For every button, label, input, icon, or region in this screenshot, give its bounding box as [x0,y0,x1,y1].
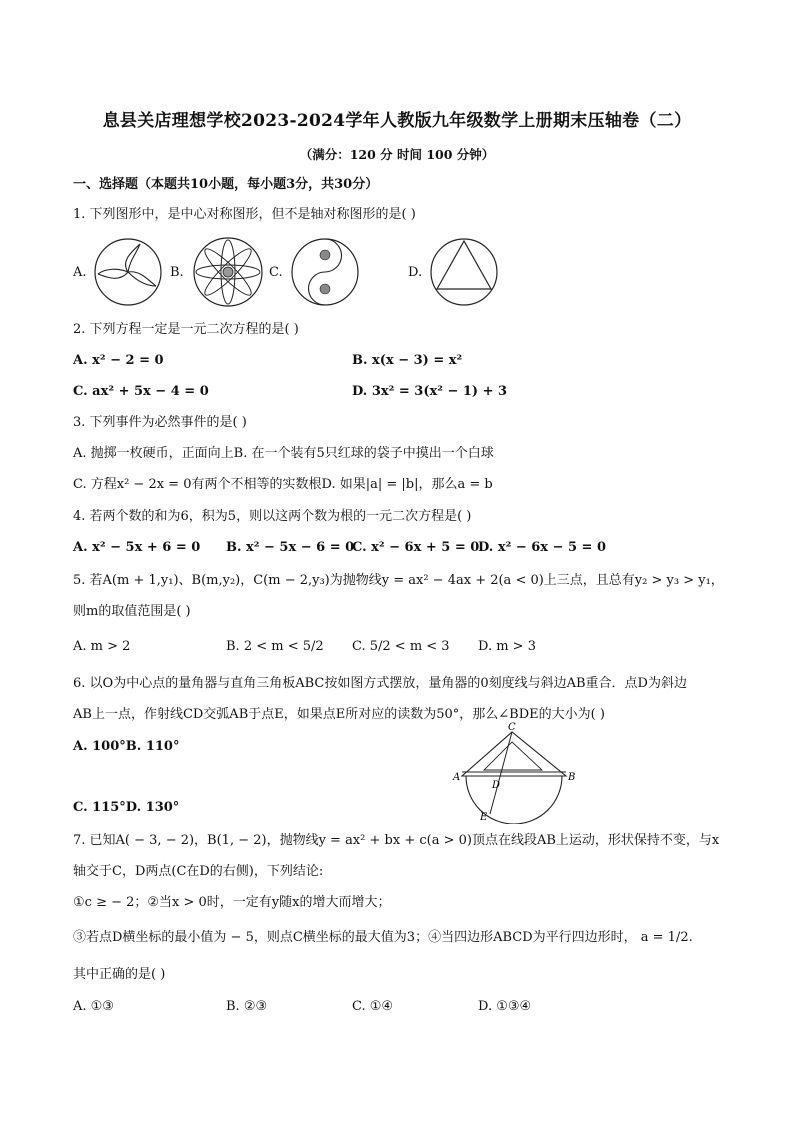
q4-option-d: D. x² − 6x − 5 = 0 [478,540,607,555]
figure-label-c: C [508,722,516,733]
flower-circle-icon [188,236,268,308]
figure-label-a: A [453,772,461,783]
q5-option-a: A. m > 2 [73,639,131,654]
protractor-triangle-figure [450,720,580,824]
q7-conclusions-2: ③若点D横坐标的最小值为 − 5，则点C横坐标的最大值为3；④当四边形ABCD为平行四边形时， a = 1/2. [73,930,693,945]
q3-options-line1: A. 抛掷一枚硬币，正面向上B. 在一个装有5只红球的袋子中摸出一个白球 [73,446,494,461]
q7-option-d: D. ①③④ [478,999,532,1014]
q5-stem: 5. 若A(m + 1,y₁)、B(m,y₂)，C(m − 2,y₃)为抛物线y = ax² − 4ax + 2(a < 0)上三点，且总有y₂ > y₃ > y₁， [73,573,724,588]
q6-stem-continued: AB上一点，作射线CD交弧AB于点E，如果点E所对应的读数为50°，那么∠BDE的大小为( ) [73,707,605,722]
q5-option-b: B. 2 < m < 5/2 [226,639,324,654]
q7-option-b: B. ②③ [226,999,268,1014]
q1-option-a-label: A. [73,265,87,280]
q2-option-b: B. x(x − 3) = x² [352,353,463,368]
q7-stem: 7. 已知A( − 3, − 2)，B(1, − 2)，抛物线y = ax² + bx + c(a > 0)顶点在线段AB上运动，形状保持不变，与x [73,833,720,848]
page-title: 息县关店理想学校2023-2024学年人教版九年级数学上册期末压轴卷（二） [102,111,692,131]
q2-option-d: D. 3x² = 3(x² − 1) + 3 [352,384,508,399]
q3-options-line2: C. 方程x² − 2x = 0有两个不相等的实数根D. 如果|a| = |b|，那么a = b [73,477,493,492]
page-subtitle: （满分：120 分 时间 100 分钟） [299,147,495,162]
q1-option-c-label: C. [269,265,283,280]
q6-stem: 6. 以O为中心点的量角器与直角三角板ABC按如图方式摆放，量角器的0刻度线与斜边AB重合．点D为斜边 [73,676,687,691]
q1-stem: 1. 下列图形中，是中心对称图形，但不是轴对称图形的是( ) [73,207,416,222]
q7-conclusions-1: ①c ≥ − 2；②当x > 0时，一定有y随x的增大而增大； [73,895,391,910]
q2-stem: 2. 下列方程一定是一元二次方程的是( ) [73,322,299,337]
q3-stem: 3. 下列事件为必然事件的是( ) [73,415,247,430]
figure-label-d: D [492,780,501,791]
yin-yang-icon [287,236,363,308]
q4-option-b: B. x² − 5x − 6 = 0 [226,540,355,555]
q2-option-a: A. x² − 2 = 0 [73,353,164,368]
q5-stem-continued: 则m的取值范围是( ) [73,604,191,619]
q4-option-a: A. x² − 5x + 6 = 0 [73,540,201,555]
triskelion-circle-icon [90,236,168,308]
q6-options-ab: A. 100°B. 110° [73,739,180,754]
figure-label-e: E [480,812,488,823]
figure-label-b: B [568,772,576,783]
q5-option-d: D. m > 3 [478,639,536,654]
q1-option-d-label: D. [408,265,423,280]
triangle-in-circle-icon [426,236,502,308]
q5-option-c: C. 5/2 < m < 3 [352,639,450,654]
q7-stem-continued: 轴交于C，D两点(C在D的右侧)，下列结论: [73,864,324,879]
q6-options-cd: C. 115°D. 130° [73,800,180,815]
q7-option-c: C. ①④ [352,999,394,1014]
q4-option-c: C. x² − 6x + 5 = 0 [352,540,480,555]
q4-stem: 4. 若两个数的和为6，积为5，则以这两个数为根的一元二次方程是( ) [73,509,472,524]
q7-option-a: A. ①③ [73,999,114,1014]
q2-option-c: C. ax² + 5x − 4 = 0 [73,384,209,399]
section-heading: 一、选择题（本题共10小题，每小题3分，共30分） [73,177,379,192]
q1-option-b-label: B. [170,265,184,280]
q7-prompt: 其中正确的是( ) [73,967,166,982]
